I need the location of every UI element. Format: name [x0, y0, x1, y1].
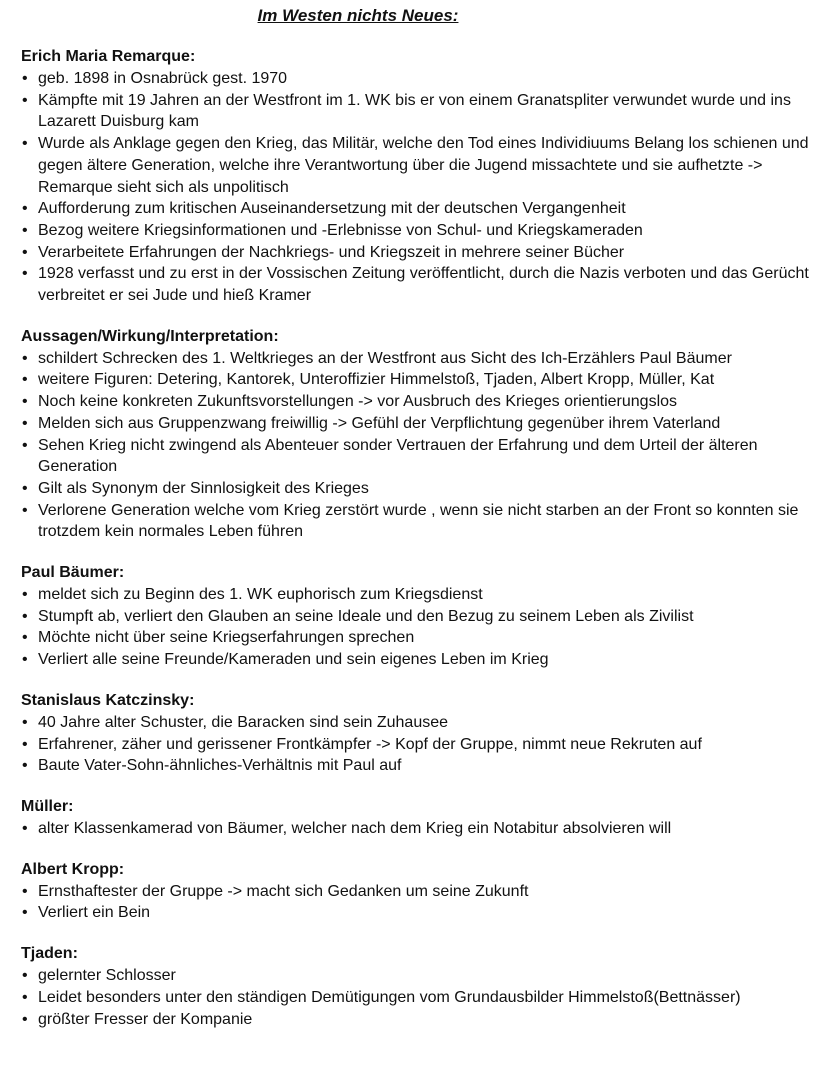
bullet-item: • 40 Jahre alter Schuster, die Baracken sind sein Zuhausee — [21, 712, 821, 734]
bullet-item: • Ernsthaftester der Gruppe -> macht sich Gedanken um seine Zukunft — [21, 881, 821, 903]
bullet-item: • Bezog weitere Kriegsinformationen und -Erlebnisse von Schul- und Kriegskameraden — [21, 220, 821, 242]
bullet-list — [21, 881, 821, 924]
bullet-item: • geb. 1898 in Osnabrück gest. 1970 — [21, 68, 821, 90]
bullet-list — [21, 348, 821, 543]
section-1 — [21, 46, 821, 307]
document-content — [21, 46, 821, 1049]
section-heading: Paul Bäumer: — [21, 564, 125, 582]
bullet-list — [21, 712, 821, 777]
document-title: Im Westen nichts Neues: — [257, 6, 459, 25]
bullet-item: • Aufforderung zum kritischen Auseinandersetzung mit der deutschen Vergangenheit — [21, 198, 821, 220]
bullet-item: • schildert Schrecken des 1. Weltkrieges an der Westfront aus Sicht des Ich-Erzählers Paul Bäumer — [21, 348, 821, 370]
bullet-item: • weitere Figuren: Detering, Kantorek, Unteroffizier Himmelstoß, Tjaden, Albert Kropp, Müller, Kat — [21, 369, 821, 391]
bullet-item: • Verliert ein Bein — [21, 902, 821, 924]
bullet-item: • meldet sich zu Beginn des 1. WK euphorisch zum Kriegsdienst — [21, 584, 821, 606]
bullet-item: • alter Klassenkamerad von Bäumer, welcher nach dem Krieg ein Notabitur absolvieren will — [21, 818, 821, 840]
bullet-list — [21, 965, 821, 1030]
bullet-item: • Gilt als Synonym der Sinnlosigkeit des Krieges — [21, 478, 821, 500]
section-heading: Müller: — [21, 797, 74, 815]
bullet-item: • Möchte nicht über seine Kriegserfahrungen sprechen — [21, 627, 821, 649]
section-heading: Erich Maria Remarque: — [21, 48, 196, 65]
bullet-item: • Melden sich aus Gruppenzwang freiwillig -> Gefühl der Verpflichtung gegenüber ihrem Vaterland — [21, 413, 821, 435]
bullet-item: • Verliert alle seine Freunde/Kameraden und sein eigenes Leben im Krieg — [21, 649, 821, 671]
bullet-item: • Wurde als Anklage gegen den Krieg, das Militär, welche den Tod eines Individiuums Belang los schienen und gegen ältere Generation, welche ihre Verantwortung über die Jugend missachtete und sie aufhetzte -> Remarque sieht sich als unpolitisch — [21, 133, 821, 198]
section-heading: Stanislaus Katczinsky: — [21, 691, 195, 709]
bullet-item: • Verlorene Generation welche vom Krieg zerstört wurde , wenn sie nicht starben an der Front so konnten sie trotzdem kein normales Leben führen — [21, 500, 821, 543]
bullet-list — [21, 68, 821, 307]
bullet-item: • Baute Vater-Sohn-ähnliches-Verhältnis mit Paul auf — [21, 755, 821, 777]
bullet-item: • Noch keine konkreten Zukunftsvorstellungen -> vor Ausbruch des Krieges orientierungslos — [21, 391, 821, 413]
section-heading: Tjaden: — [21, 945, 78, 963]
bullet-list — [21, 818, 821, 840]
section-3 — [21, 562, 821, 671]
section-2 — [21, 326, 821, 543]
bullet-list — [21, 584, 821, 671]
bullet-item: • größter Fresser der Kompanie — [21, 1009, 821, 1031]
bullet-item: • Stumpft ab, verliert den Glauben an seine Ideale und den Bezug zu seinem Leben als Zivilist — [21, 606, 821, 628]
section-7 — [21, 943, 821, 1030]
bullet-item: • Erfahrener, zäher und gerissener Frontkämpfer -> Kopf der Gruppe, nimmt neue Rekruten auf — [21, 734, 821, 756]
section-5 — [21, 796, 821, 840]
section-heading: Aussagen/Wirkung/Interpretation: — [21, 327, 279, 345]
bullet-item: • Leidet besonders unter den ständigen Demütigungen vom Grundausbilder Himmelstoß(Bettnässer) — [21, 987, 821, 1009]
section-6 — [21, 859, 821, 924]
section-heading: Albert Kropp: — [21, 860, 125, 878]
bullet-item: • Verarbeitete Erfahrungen der Nachkriegs- und Kriegszeit in mehrere seiner Bücher — [21, 242, 821, 264]
section-4 — [21, 690, 821, 777]
bullet-item: • 1928 verfasst und zu erst in der Vossischen Zeitung veröffentlicht, durch die Nazis verboten und das Gerücht verbreitet er sei Jude und hieß Kramer — [21, 263, 821, 306]
bullet-item: • gelernter Schlosser — [21, 965, 821, 987]
bullet-item: • Kämpfte mit 19 Jahren an der Westfront im 1. WK bis er von einem Granatspliter verwundet wurde und ins Lazarett Duisburg kam — [21, 90, 821, 133]
bullet-item: • Sehen Krieg nicht zwingend als Abenteuer sonder Vertrauen der Erfahrung und dem Urteil der älteren Generation — [21, 435, 821, 478]
